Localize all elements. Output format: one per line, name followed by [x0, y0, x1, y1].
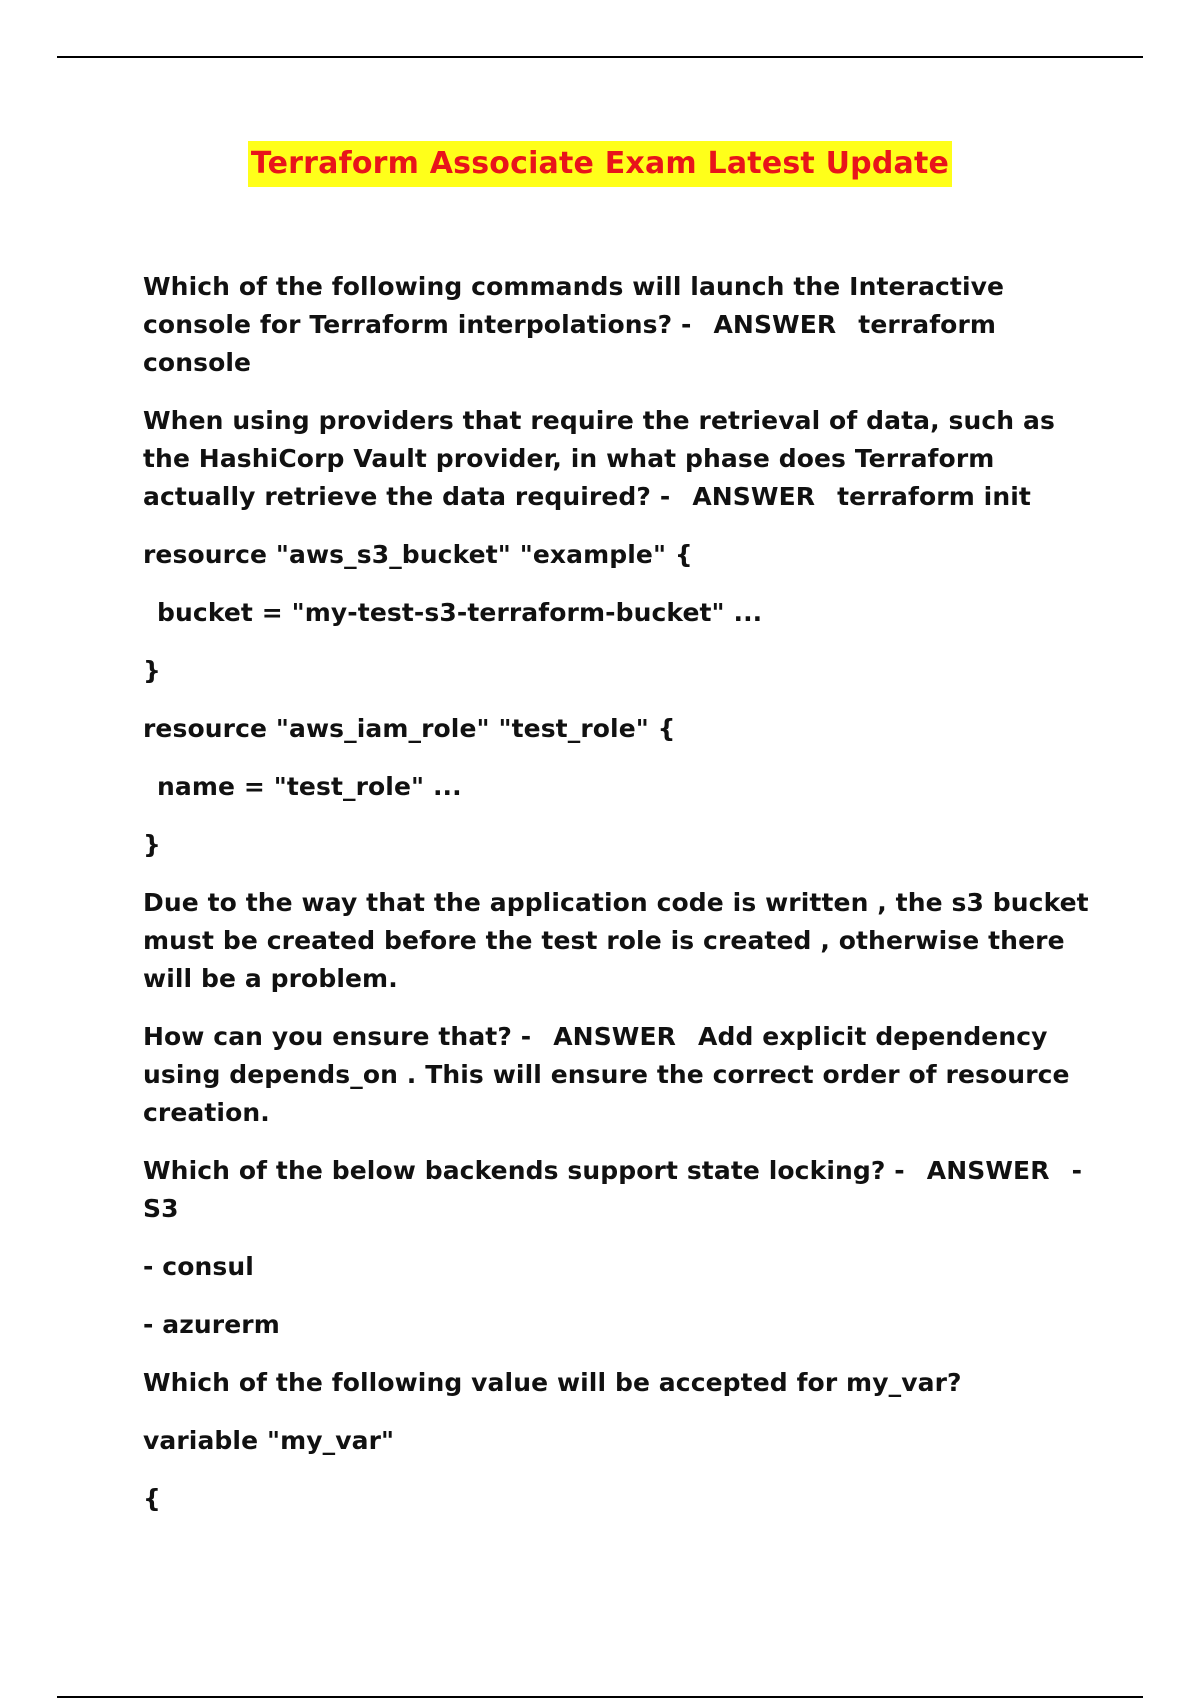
list-item: - azurerm: [143, 1310, 280, 1339]
answer-label: ANSWER: [553, 1022, 677, 1051]
code-line: }: [143, 830, 161, 859]
answer-text: terraform console: [143, 310, 1005, 377]
text-paragraph: Due to the way that the application code is written , the s3 bucket must be created before the test role is created , otherwise there will be a problem.: [143, 888, 1098, 993]
document-body: [143, 268, 1098, 1538]
code-line: }: [143, 656, 161, 685]
code-line: bucket = "my-test-s3-terraform-bucket" ...: [157, 598, 763, 627]
answer-label: ANSWER: [926, 1156, 1050, 1185]
answer-label: ANSWER: [713, 310, 837, 339]
document-title: Terraform Associate Exam Latest Update: [248, 141, 952, 187]
code-line: resource "aws_s3_bucket" "example" {: [143, 540, 693, 569]
code-line: resource "aws_iam_role" "test_role" {: [143, 714, 676, 743]
question-text: How can you ensure that? -: [143, 1022, 532, 1051]
code-line: {: [143, 1484, 161, 1513]
text-paragraph: Which of the following value will be accepted for my_var?: [143, 1368, 962, 1397]
question-text: Which of the below backends support state locking? -: [143, 1156, 905, 1185]
answer-text: terraform init: [837, 482, 1031, 511]
answer-text: Add explicit dependency using depends_on . This will ensure the correct order of resource creation.: [143, 1022, 1079, 1127]
qa-item: [143, 268, 1093, 382]
code-line: variable "my_var": [143, 1426, 395, 1455]
qa-item: [143, 402, 1093, 516]
title-container: [0, 141, 1200, 187]
list-item: - consul: [143, 1252, 254, 1281]
qa-item: [143, 1018, 1093, 1132]
answer-label: ANSWER: [692, 482, 816, 511]
answer-text: - S3: [143, 1156, 1091, 1223]
question-text: When using providers that require the retrieval of data, such as the HashiCorp Vault provider, in what phase does Terraform actually retrieve the data required? -: [143, 406, 1064, 511]
question-text: Which of the following commands will launch the Interactive console for Terraform interpolations? -: [143, 272, 1013, 339]
footer-rule: [57, 1696, 1143, 1698]
code-line: name = "test_role" ...: [157, 772, 462, 801]
qa-item: [143, 1152, 1093, 1228]
header-rule: [57, 56, 1143, 58]
